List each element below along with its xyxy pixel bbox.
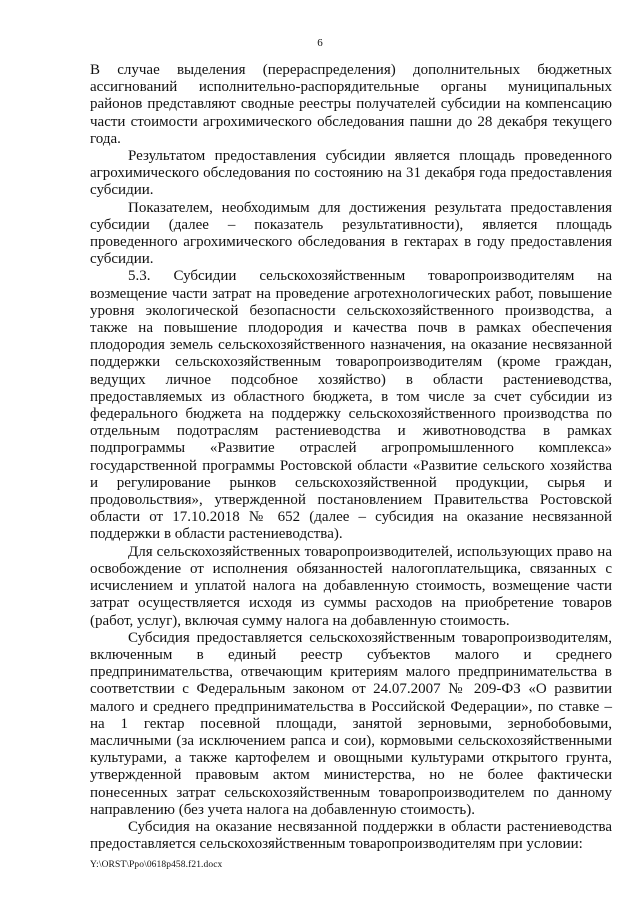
paragraph: В случае выделения (перераспределения) дополнительных бюджетных ассигнований исполнительно-распорядительные органы муниципальных районов представляют сводные реестры получателей субсидии на компенсацию части стоимости агрохимического обследования пашни до 28 декабря текущего года. (90, 62, 612, 147)
paragraph: Для сельскохозяйственных товаропроизводителей, использующих право на освобождение от исполнения обязанностей налогоплательщика, связанных с исчислением и уплатой налога на добавленную стоимость, возмещение части затрат осуществляется исходя из суммы расходов на приобретение товаров (работ, услуг), включая сумму налога на добавленную стоимость. (90, 543, 612, 629)
document-body (90, 62, 612, 853)
paragraph: Субсидия на оказание несвязанной поддержки в области растениеводства предоставляется сельскохозяйственным товаропроизводителям при условии: (90, 818, 612, 853)
page-number: 6 (317, 37, 323, 49)
paragraph: Результатом предоставления субсидии является площадь проведенного агрохимического обследования по состоянию на 31 декабря года предоставления субсидии. (90, 148, 612, 199)
paragraph: Показателем, необходимым для достижения результата предоставления субсидии (далее – показатель результативности), является площадь проведенного агрохимического обследования в гектарах в году предоставления субсидии. (90, 199, 612, 268)
paragraph: 5.3. Субсидии сельскохозяйственным товаропроизводителям на возмещение части затрат на проведение агротехнологических работ, повышение уровня экологической безопасности сельскохозяйственного производства, а также на повышение плодородия и качества почв в рамках обеспечения плодородия земель сельскохозяйственного назначения, на оказание несвязанной поддержки сельскохозяйственным товаропроизводителям (кроме граждан, ведущих личное подсобное хозяйство) в области растениеводства, предоставляемых из областного бюджета, в том числе за счет субсидии из федерального бюджета на поддержку сельскохозяйственного производства по отдельным подотраслям растениеводства и животноводства в рамках подпрограммы «Развитие отраслей агропромышленного комплекса» государственной программы Ростовской области «Развитие сельского хозяйства и регулирование рынков сельскохозяйственной продукции, сырья и продовольствия», утвержденной постановлением Правительства Ростовской области от 17.10.2018 № 652 (далее – субсидия на оказание несвязанной поддержки в области растениеводства). (90, 268, 612, 543)
paragraph: Субсидия предоставляется сельскохозяйственным товаропроизводителям, включенным в единый реестр субъектов малого и среднего предпринимательства, отвечающим критериям малого предпринимательства в соответствии с Федеральным законом от 24.07.2007 № 209-ФЗ «О развитии малого и среднего предпринимательства в Российской Федерации», по ставке – на 1 гектар посевной площади, занятой зерновыми, зернобобовыми, масличными (за исключением рапса и сои), кормовыми сельскохозяйственными культурами, а также картофелем и овощными культурами открытого грунта, утвержденной правовым актом министерства, но не более фактически понесенных затрат сельскохозяйственным товаропроизводителем по данному направлению (без учета налога на добавленную стоимость). (90, 629, 612, 818)
footer-file-path: Y:\ORST\Ppo\0618p458.f21.docx (90, 860, 223, 870)
